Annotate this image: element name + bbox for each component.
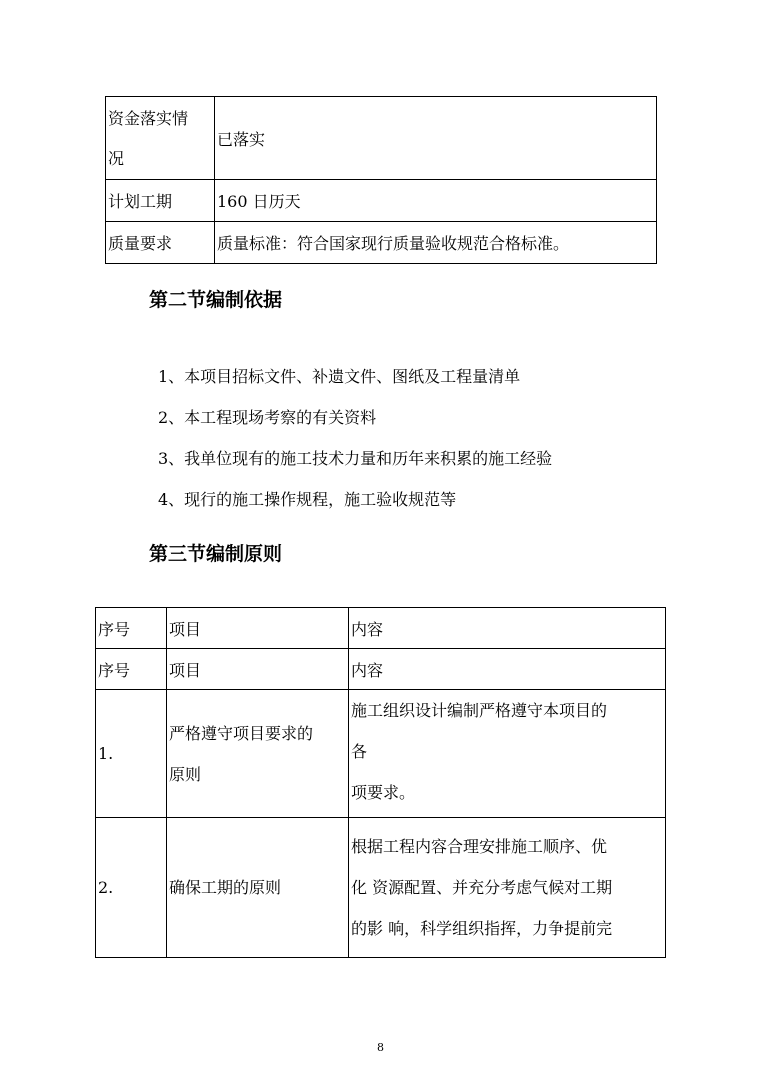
row2-content-line2: 化 资源配置、并充分考虑气候对工期 bbox=[351, 878, 613, 897]
header-item: 项目 bbox=[167, 649, 349, 690]
funding-label-line1: 资金落实情 bbox=[108, 109, 189, 128]
section3-title: 第三节编制原则 bbox=[149, 543, 283, 565]
header-content: 内容 bbox=[349, 608, 666, 649]
quality-label: 质量要求 bbox=[106, 222, 215, 264]
row1-no: 1. bbox=[96, 690, 167, 818]
header-no: 序号 bbox=[96, 608, 167, 649]
page-number: 8 bbox=[377, 1041, 384, 1054]
row2-content-line3: 的影 响，科学组织指挥，力争提前完 bbox=[351, 919, 613, 938]
header-item: 项目 bbox=[167, 608, 349, 649]
quality-value: 质量标准：符合国家现行质量验收规范合格标准。 bbox=[215, 222, 657, 264]
list-item: 3、我单位现有的施工技术力量和历年来积累的施工经验 bbox=[158, 449, 553, 468]
row2-no: 2. bbox=[96, 818, 167, 958]
row2-item: 确保工期的原则 bbox=[167, 818, 349, 958]
principles-table bbox=[95, 648, 666, 958]
project-info-table bbox=[105, 96, 657, 264]
table-header-row bbox=[96, 649, 666, 690]
list-item: 2、本工程现场考察的有关资料 bbox=[158, 408, 377, 427]
row1-content bbox=[349, 690, 666, 818]
section2-title: 第二节编制依据 bbox=[149, 289, 283, 311]
row1-item-line1: 严格遵守项目要求的 bbox=[169, 723, 314, 743]
schedule-label: 计划工期 bbox=[106, 180, 215, 222]
row1-content-line1: 施工组织设计编制严格遵守本项目的 bbox=[351, 701, 608, 720]
row1-content-line2: 各 bbox=[351, 742, 368, 761]
schedule-value: 160 日历天 bbox=[215, 180, 657, 222]
table-row bbox=[96, 690, 666, 818]
row2-content-line1: 根据工程内容合理安排施工顺序、优 bbox=[351, 837, 608, 856]
row1-item bbox=[167, 690, 349, 818]
table-row bbox=[106, 180, 657, 222]
row2-content bbox=[349, 818, 666, 958]
funding-label-cell bbox=[106, 97, 215, 180]
table-row bbox=[96, 818, 666, 958]
table-header-row bbox=[96, 608, 666, 649]
header-no: 序号 bbox=[96, 649, 167, 690]
table-row bbox=[106, 97, 657, 180]
list-item: 1、本项目招标文件、补遗文件、图纸及工程量清单 bbox=[158, 367, 521, 386]
header-content: 内容 bbox=[349, 649, 666, 690]
row1-content-line3: 项要求。 bbox=[351, 783, 416, 802]
basis-list bbox=[158, 356, 552, 520]
funding-label-line2: 况 bbox=[108, 149, 125, 168]
row1-item-line2: 原则 bbox=[169, 764, 202, 784]
list-item: 4、现行的施工操作规程，施工验收规范等 bbox=[158, 490, 457, 509]
principles-header-table bbox=[95, 607, 666, 649]
table-row bbox=[106, 222, 657, 264]
funding-value: 已落实 bbox=[215, 97, 657, 180]
